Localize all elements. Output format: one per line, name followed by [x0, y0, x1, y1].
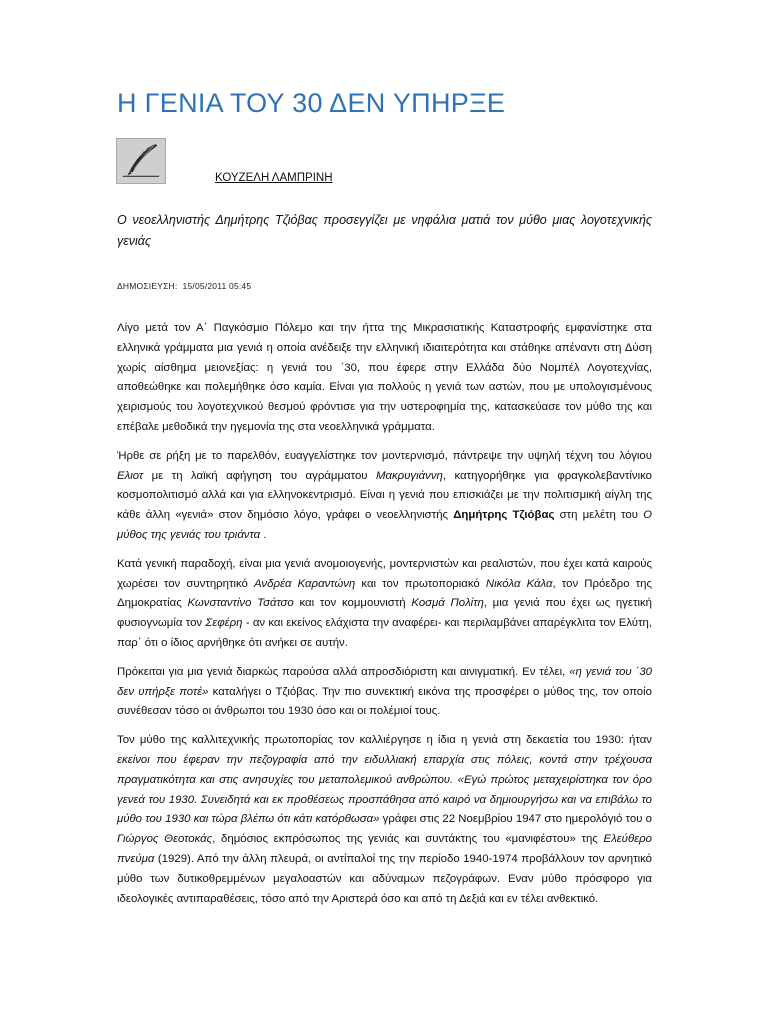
paragraph-text: Τον μύθο της καλλιτεχνικής πρωτοπορίας τον καλλιέργησε η ίδια η γενιά στη δεκαετία του 1930: ήταν — [117, 734, 652, 747]
paragraph-text: . — [260, 528, 267, 541]
paragraph-5 — [117, 731, 652, 909]
paragraph-text: , τον Πρόεδρο της Δημοκρατίας — [117, 577, 652, 610]
paragraph-text: καταλήγει ο Τζιόβας. Την πιο συνεκτική εικόνα της προσφέρει ο μύθος της, τον οποίο συνέθεσαν τόσο οι άνθρωποι του 1930 όσο και οι πολέμιοί τους. — [117, 685, 652, 718]
italic-name: Ανδρέα Καραντώνη — [254, 577, 356, 590]
italic-name: Κοσμά Πολίτη — [411, 597, 484, 610]
date-value: 15/05/2011 05:45 — [182, 281, 252, 291]
italic-quote: εκείνοι που έφεραν την πεζογραφία από την ειδυλλιακή επαρχία στις πόλεις, κοντά στην τρέχουσα πραγματικότητα και στις ανησυχίες του μεταπολεμικού ανθρώπου. «Εγώ πρώτος μεταχειρίστηκα τον όρο γενεά του 1930. Συνειδητά και εκ προθέσεως προσπάθησα από καιρό να δημιουργήσω και να επιβάλω το μύθο του 1930 και τώρα βλέπω ότι κάτι κατόρθωσα» — [117, 753, 652, 826]
paragraph-2 — [117, 447, 652, 546]
italic-name: Γιώργος Θεοτοκάς — [117, 833, 213, 846]
italic-name: Σεφέρη — [205, 617, 243, 630]
paragraph-text: , κατηγορήθηκε για φραγκολεβαντίνικο κοσμοπολιτισμό αλλά και για ελληνοκεντρισμό. Είναι η γενιά που επισκιάζει με την πολιτισμική αίγλη της κάθε άλλη «γενιά» στον δημόσιο λόγο, γράφει ο νεοελληνιστής — [117, 469, 652, 522]
paragraph-1 — [117, 319, 652, 438]
italic-quote: «η γενιά του ΄30 δεν υπήρξε ποτέ» — [117, 665, 652, 698]
italic-name: Κωνσταντίνο Τσάτσο — [187, 597, 294, 610]
paragraph-text: Ήρθε σε ρήξη με το παρελθόν, ευαγγελίστηκε τον μοντερνισμό, πάντρεψε την υψηλή τέχνη του λόγιου — [117, 449, 652, 462]
paragraph-text: και τον πρωτοποριακό — [355, 577, 486, 590]
article-title: Η ΓΕΝΙΑ ΤΟΥ 30 ΔΕΝ ΥΠΗΡΞΕ — [117, 88, 506, 118]
paragraph-4 — [117, 663, 652, 722]
paragraph-text: και τον κομμουνιστή — [293, 597, 412, 610]
article-subtitle: Ο νεοελληνιστής Δημήτρης Τζιόβας προσεγγίζει με νηφάλια ματιά τον μύθο μιας λογοτεχνικής γενιάς — [117, 213, 652, 248]
italic-name: Ελιοτ — [117, 469, 144, 482]
paragraph-text: με τη λαϊκή αφήγηση του αγράμματου — [143, 469, 376, 482]
italic-name: Ελεύθερο πνεύμα — [117, 833, 652, 865]
paragraph-text: γράφει στις 22 Νοεμβρίου 1947 στο ημερολόγιό του ο — [379, 813, 652, 826]
author-name: ΚΟΥΖΕΛΗ ΛΑΜΠΡΙΝΗ — [215, 172, 333, 184]
paragraph-text: Πρόκειται για μια γενιά διαρκώς παρούσα αλλά απροσδιόριστη και αινιγματική. Εν τέλει, — [117, 665, 570, 678]
bold-name: Δημήτρης Τζιόβας — [453, 509, 555, 522]
paragraph-text: Κατά γενική παραδοχή, είναι μια γενιά ανομοιογενής, μοντερνιστών και ρεαλιστών, που έχει κατά καιρούς χωρέσει τον συντηρητικό — [117, 557, 652, 590]
date-label: ΔΗΜΟΣΙΕΥΣΗ: — [117, 281, 178, 291]
italic-name: Νικόλα Κάλα — [485, 577, 553, 590]
paragraph-text: στη μελέτη του — [554, 509, 644, 522]
paragraph-text: , μια γενιά που έχει ως ηγετική φυσιογνωμία τον — [117, 597, 653, 630]
paragraph-text: (1929). Από την άλλη πλευρά, οι αντίπαλοί της την περίοδο 1940-1974 προβάλλουν τον αρνητικό μύθο των δυτικοθρεμμένων μεγαλοαστών και αδύναμων πεζογράφων. Εναν μύθο πρόσφορο για ιδεολογικές αντιπαραθέσεις, τόσο από την Αριστερά όσο και από τη Δεξιά και εν τέλει ανθεκτικό. — [117, 852, 652, 905]
article-body — [117, 319, 652, 918]
pen-icon — [116, 138, 166, 184]
paragraph-3 — [117, 555, 652, 654]
paragraph-text: , δημόσιος εκπρόσωπος της γενιάς και συντάκτης του «μανιφέστου» της — [212, 833, 604, 846]
italic-name: Μακρυγιάννη — [375, 469, 443, 482]
publication-date — [117, 281, 251, 291]
paragraph-text: - αν και εκείνος ελάχιστα την αναφέρει- και περιλαμβάνει απαρέγκλιτα τον Ελύτη, παρ΄ ότι ο ίδιος αρνήθηκε ότι ανήκει σε αυτήν. — [117, 617, 653, 649]
paragraph-text: Λίγο μετά τον Α΄ Παγκόσμιο Πόλεμο και την ήττα της Μικρασιατικής Καταστροφής εμφανίστηκε στα ελληνικά γράμματα μια γενιά η οποία ανέδειξε την ελληνική ιδιαιτερότητα και στάθηκε απέναντι στη Δύση χωρίς αίσθημα μειονεξίας: η γενιά του ΄30, που έφερε στην Ελλάδα δύο Νομπέλ Λογοτεχνίας, αποθεώθηκε και πολεμήθηκε όσο καμία. Είναι για πολλούς η γενιά των αστών, που με υπολογισμένους χειρισμούς του λογοτεχνικού θεσμού φρόντισε για την υστεροφημία της, κατασκεύασε τον μύθο της και επέβαλε μεθοδικά την ηγεμονία της στα νεοελληνικά γράμματα. — [117, 322, 652, 433]
book-title: Ο μύθος της γενιάς του τριάντα — [117, 509, 652, 541]
